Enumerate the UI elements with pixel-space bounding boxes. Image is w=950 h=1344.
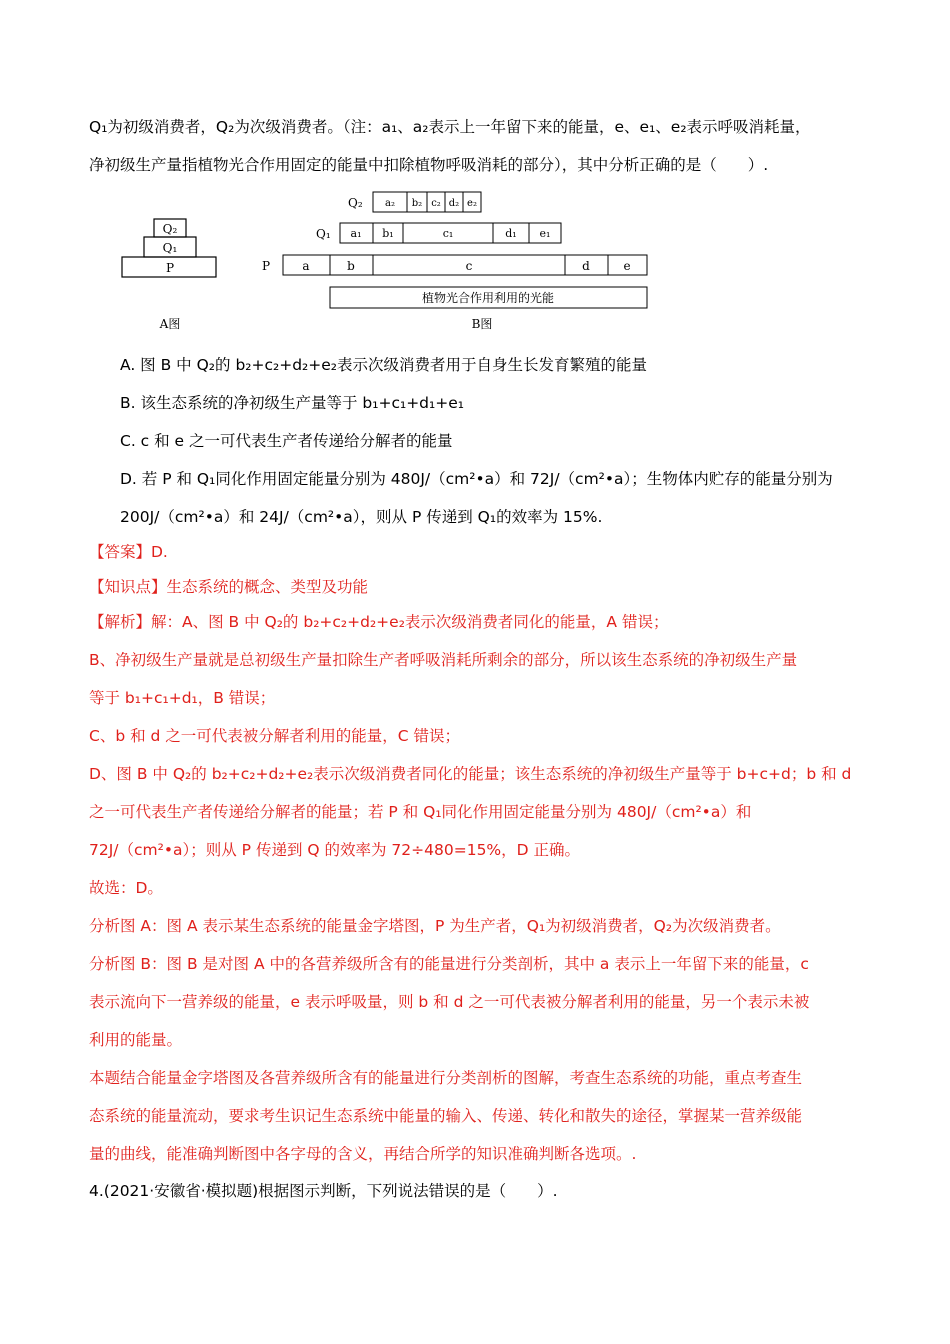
q1-label-e1: e₁ [539, 227, 551, 240]
option-d-line-2: 200J/（cm²•a）和 24J/（cm²•a），则从 P 传递到 Q₁的效率为 15%. [120, 508, 603, 526]
intro-line-2: 净初级生产量指植物光合作用固定的能量中扣除植物呼吸消耗的部分），其中分析正确的是（ ）. [89, 156, 769, 174]
q1-label-c1: c₁ [442, 227, 454, 240]
analysis-line: 72J/（cm²•a）；则从 P 传递到 Q 的效率为 72÷480=15%，D 正确。 [89, 841, 581, 859]
q2-label-d2: d₂ [448, 198, 460, 209]
p-label-c: c [465, 259, 473, 273]
option-d-line-1: D. 若 P 和 Q₁同化作用固定能量分别为 480J/（cm²•a）和 72J/（cm²•a）；生物体内贮存的能量分别为 [120, 470, 833, 488]
pyramid-label-p: P [165, 261, 175, 275]
p-label-b: b [347, 259, 355, 273]
analysis-line: 量的曲线，能准确判断图中各字母的含义，再结合所学的知识准确判断各选项。. [89, 1145, 637, 1163]
q2-label-c2: c₂ [431, 198, 441, 209]
option-b: B. 该生态系统的净初级生产量等于 b₁+c₁+d₁+e₁ [120, 394, 464, 412]
b-row-label-q1: Q₁ [316, 227, 331, 241]
p-label-a: a [302, 259, 310, 273]
analysis-line: B、净初级生产量就是总初级生产量扣除生产者呼吸消耗所剩余的部分，所以该生态系统的净初级生产量 [89, 651, 798, 669]
pyramid-caption: A图 [159, 317, 181, 331]
analysis-line: 本题结合能量金字塔图及各营养级所含有的能量进行分类剖析的图解，考查生态系统的功能，重点考查生 [89, 1069, 803, 1087]
option-c: C. c 和 e 之一可代表生产者传递给分解者的能量 [120, 432, 453, 450]
knowledge-line: 【知识点】生态系统的概念、类型及功能 [89, 578, 369, 596]
option-a: A. 图 B 中 Q₂的 b₂+c₂+d₂+e₂表示次级消费者用于自身生长发育繁殖的能量 [120, 356, 647, 374]
analysis-line: 等于 b₁+c₁+d₁，B 错误； [89, 689, 276, 707]
intro-line-1: Q₁为初级消费者，Q₂为次级消费者。（注：a₁、a₂表示上一年留下来的能量，e、e₁、e₂表示呼吸消耗量， [89, 118, 811, 136]
p-label-d: d [582, 259, 590, 273]
analysis-line: 态系统的能量流动，要求考生识记生态系统中能量的输入、传递、转化和散失的途径，掌握某一营养级能 [89, 1107, 803, 1125]
pyramid-label-q1: Q₁ [162, 241, 178, 255]
analysis-line: 分析图 A：图 A 表示某生态系统的能量金字塔图，P 为生产者，Q₁为初级消费者，Q₂为次级消费者。 [89, 917, 781, 935]
analysis-line: C、b 和 d 之一可代表被分解者利用的能量，C 错误； [89, 727, 461, 745]
analysis-line: D、图 B 中 Q₂的 b₂+c₂+d₂+e₂表示次级消费者同化的能量；该生态系统的净初级生产量等于 b+c+d；b 和 d [89, 765, 852, 783]
analysis-line: 分析图 B：图 B 是对图 A 中的各营养级所含有的能量进行分类剖析，其中 a 表示上一年留下来的能量，c [89, 955, 809, 973]
q2-label-b2: b₂ [411, 198, 423, 209]
q1-label-d1: d₁ [505, 227, 517, 240]
b-row-label-q2: Q₂ [348, 196, 363, 210]
answer-line: 【答案】D. [89, 543, 168, 561]
q2-label-a2: a₂ [385, 198, 395, 209]
p-label-e: e [623, 259, 631, 273]
analysis-line: 故选：D。 [89, 879, 163, 897]
analysis-line: 【解析】解：A、图 B 中 Q₂的 b₂+c₂+d₂+e₂表示次级消费者同化的能量，A 错误； [89, 613, 669, 631]
q2-label-e2: e₂ [467, 198, 477, 209]
energy-diagram [110, 188, 670, 338]
light-energy-label: 植物光合作用利用的光能 [421, 291, 555, 305]
pyramid-label-q2: Q₂ [162, 222, 178, 236]
analysis-line: 利用的能量。 [89, 1031, 183, 1049]
analysis-line: 之一可代表生产者传递给分解者的能量；若 P 和 Q₁同化作用固定能量分别为 480J/（cm²•a）和 [89, 803, 752, 821]
q1-label-a1: a₁ [350, 227, 362, 240]
q1-label-b1: b₁ [382, 227, 394, 240]
next-question: 4.(2021·安徽省·模拟题)根据图示判断，下列说法错误的是（ ）. [89, 1182, 558, 1200]
b-row-label-p: P [262, 259, 271, 273]
b-chart-caption: B图 [471, 317, 493, 331]
analysis-line: 表示流向下一营养级的能量，e 表示呼吸量，则 b 和 d 之一可代表被分解者利用的能量，另一个表示未被 [89, 993, 810, 1011]
